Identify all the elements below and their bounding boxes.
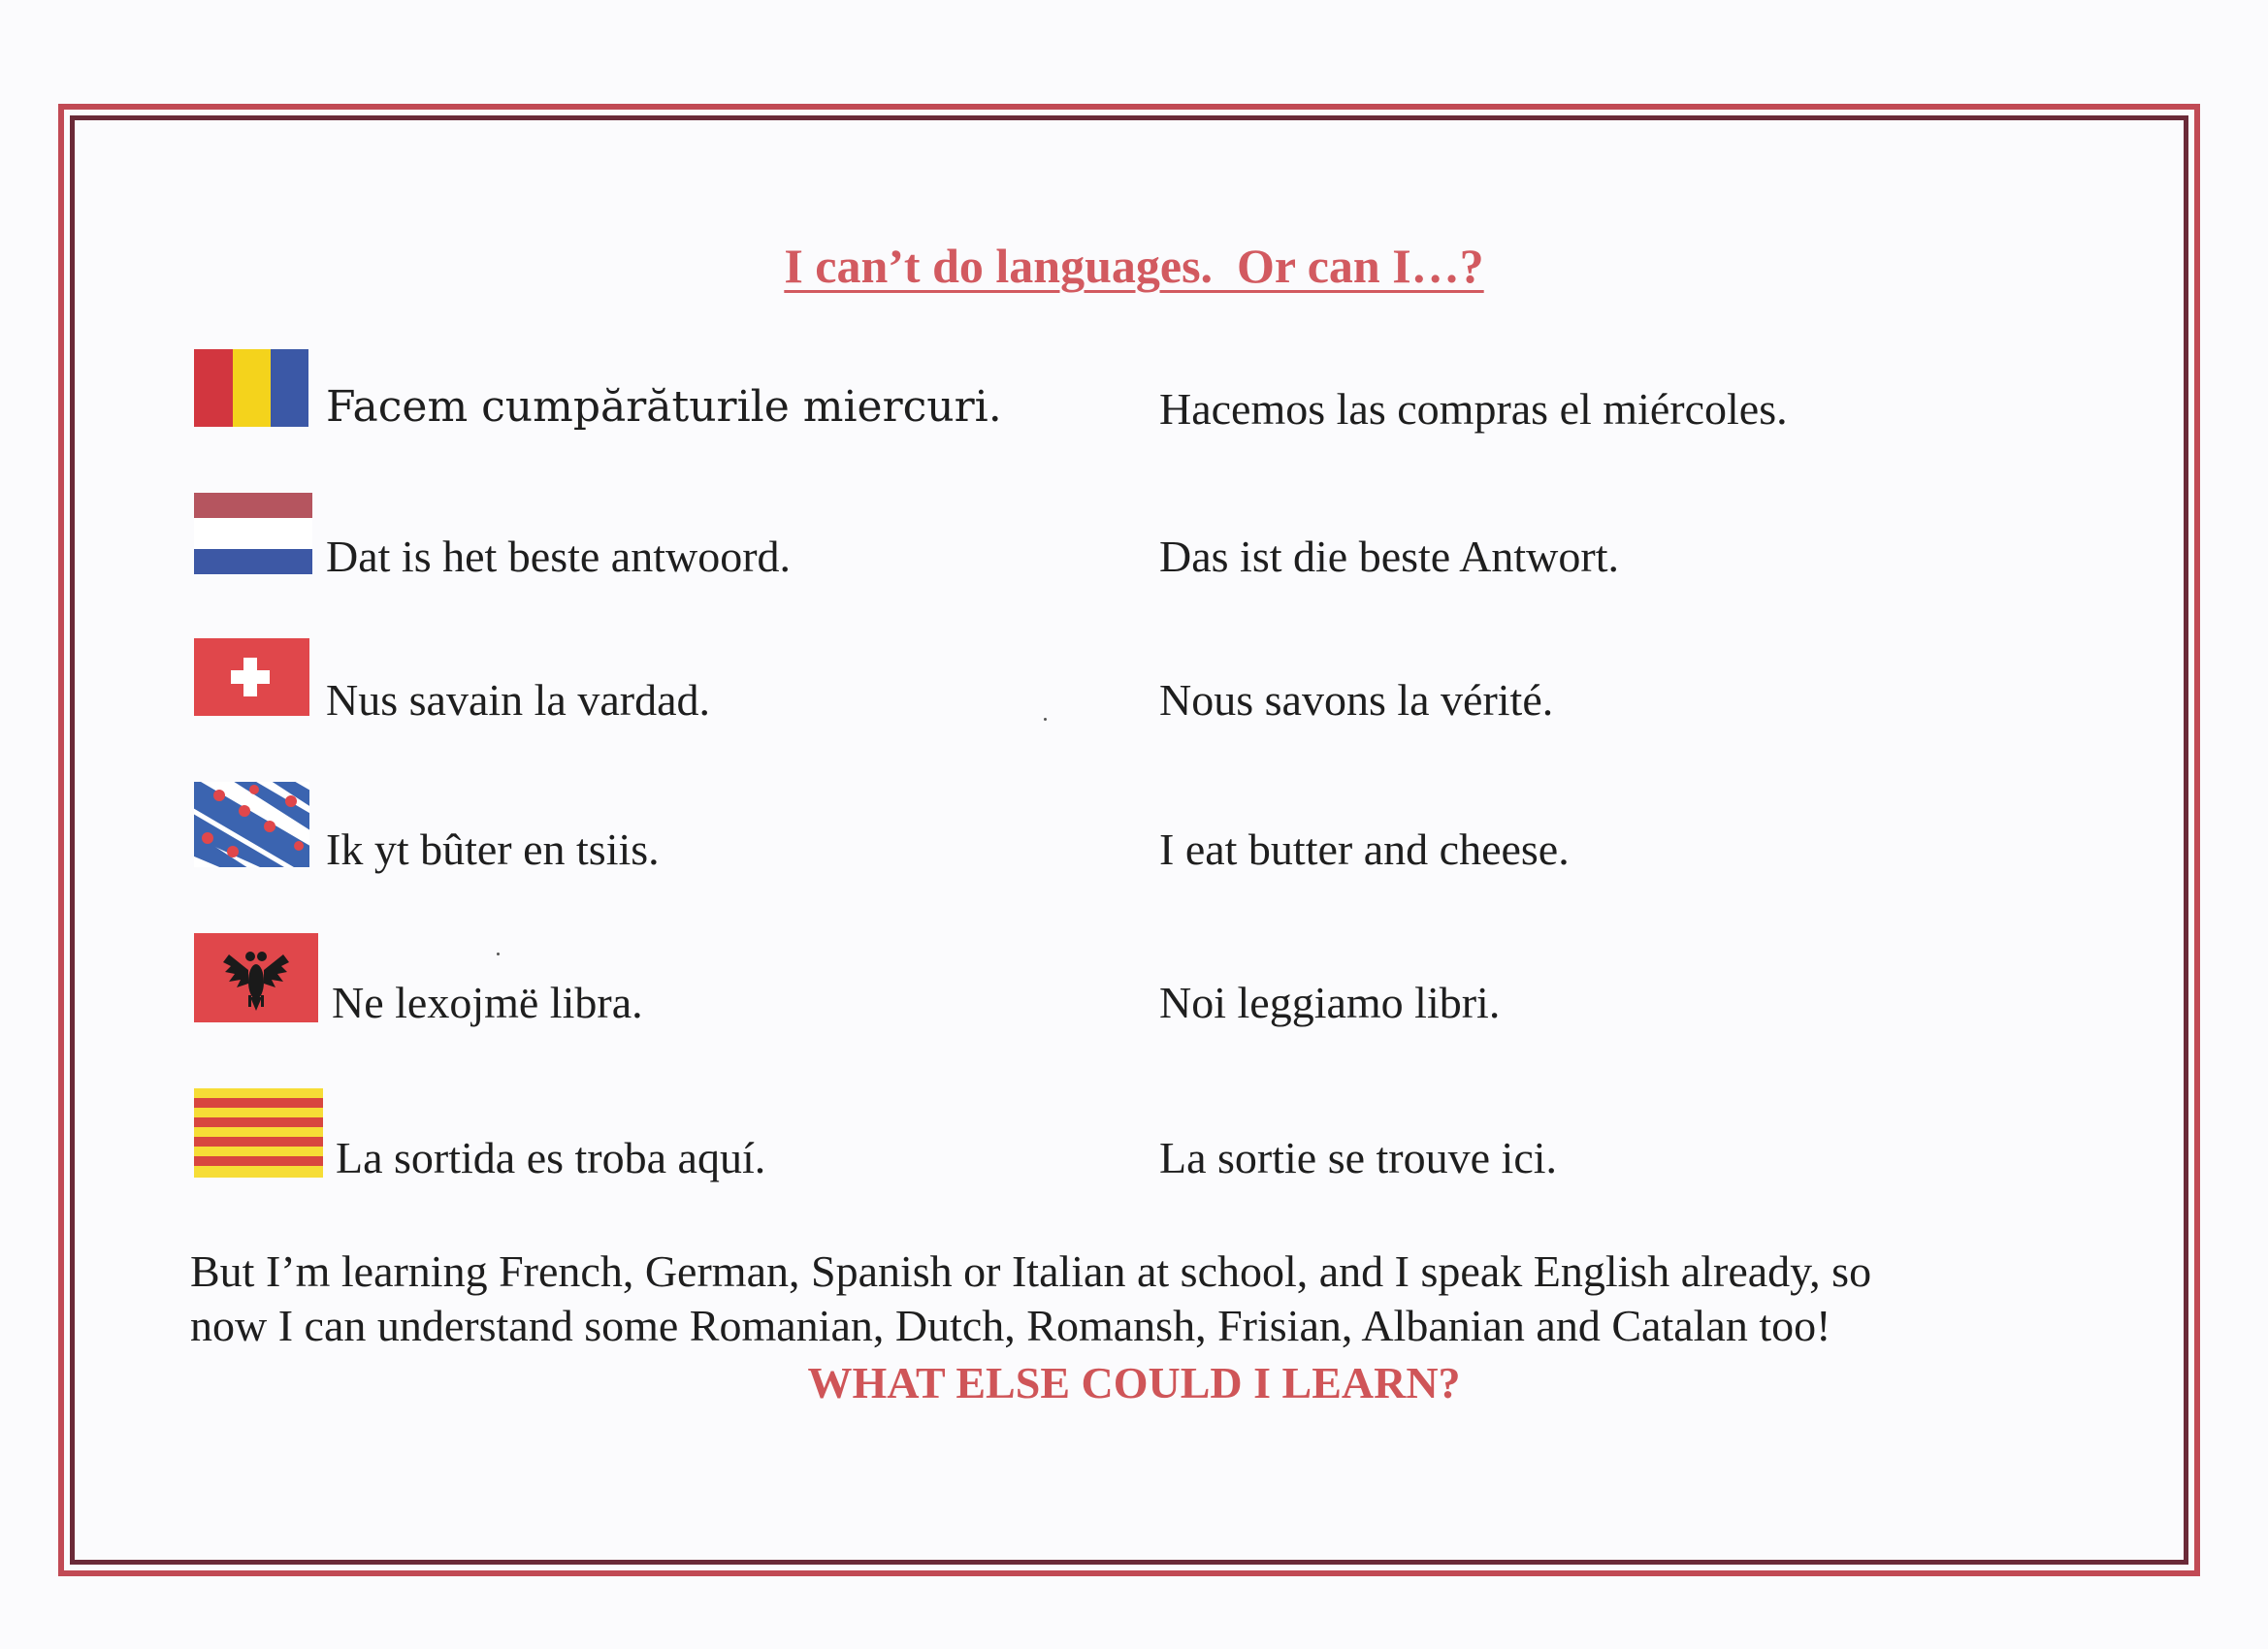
translation-spanish: Hacemos las compras el miércoles.: [1159, 384, 1788, 434]
phrase-frisian: Ik yt bûter en tsiis.: [326, 824, 660, 874]
phrase-catalan: La sortida es troba aquí.: [336, 1133, 766, 1182]
switzerland-flag-icon: [194, 638, 309, 716]
translation-french: Nous savons la vérité.: [1159, 675, 1554, 725]
closing-paragraph: [190, 1245, 2082, 1353]
translation-french: La sortie se trouve ici.: [1159, 1133, 1558, 1182]
translation-english: I eat butter and cheese.: [1159, 824, 1570, 874]
phrase-romansh: Nus savain la vardad.: [326, 675, 710, 725]
phrase-row: [0, 347, 2268, 454]
phrase-row: [0, 493, 2268, 599]
closing-question: WHAT ELSE COULD I LEARN?: [807, 1358, 1461, 1407]
translation-italian: Noi leggiamo libri.: [1159, 978, 1501, 1027]
catalonia-flag-icon: [194, 1088, 323, 1178]
translation-german: Das ist die beste Antwort.: [1159, 532, 1619, 581]
closing-line: now I can understand some Romanian, Dutch, Romansh, Frisian, Albanian and Catalan too!: [190, 1301, 1831, 1350]
romania-flag-icon: [194, 349, 308, 427]
phrase-albanian: Ne lexojmë libra.: [332, 978, 643, 1027]
friesland-flag-icon: [194, 782, 309, 867]
scan-speck: [1044, 718, 1047, 721]
phrase-row: [0, 931, 2268, 1038]
phrase-row: [0, 782, 2268, 889]
phrase-row: [0, 638, 2268, 745]
phrase-romanian: Facem cumpărăturile miercuri.: [326, 382, 1002, 432]
phrase-row: [0, 1086, 2268, 1193]
albania-flag-icon: [194, 933, 318, 1022]
phrase-dutch: Dat is het beste antwoord.: [326, 532, 792, 581]
closing-line: But I’m learning French, German, Spanish or Italian at school, and I speak English already, so: [190, 1246, 1872, 1296]
netherlands-flag-icon: [194, 493, 312, 574]
page-title: I can’t do languages. Or can I…?: [784, 239, 1484, 293]
scan-speck: [497, 953, 500, 955]
